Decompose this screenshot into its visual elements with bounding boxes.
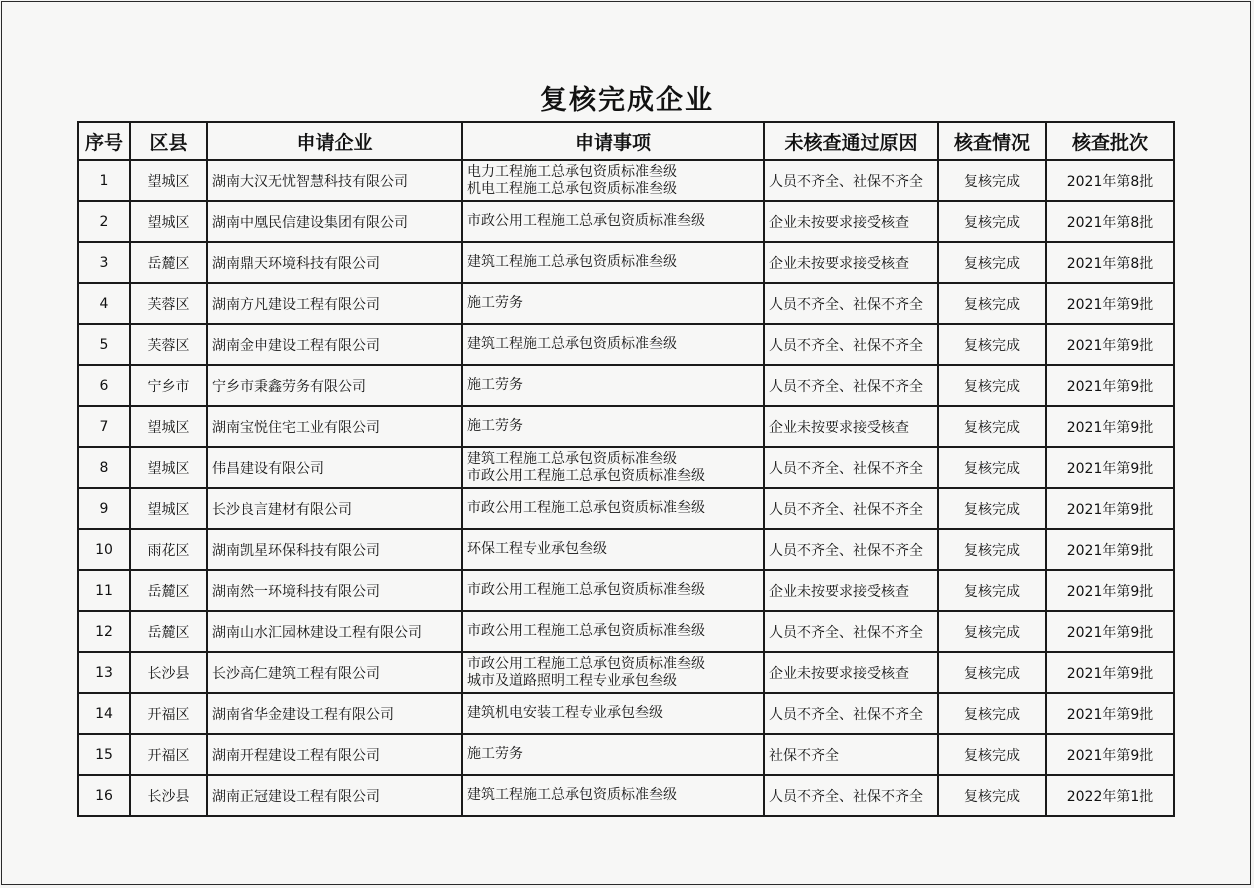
company-cell: 湖南宝悦住宅工业有限公司	[207, 406, 462, 447]
header-cell-district: 区县	[130, 122, 207, 160]
table-row	[78, 488, 1174, 529]
reason-cell: 人员不齐全、社保不齐全	[764, 775, 938, 816]
batch-cell: 2021年第9批	[1046, 570, 1174, 611]
table-row	[78, 775, 1174, 816]
batch-cell: 2021年第9批	[1046, 734, 1174, 775]
row-number: 14	[78, 693, 130, 734]
item-line: 施工劳务	[467, 746, 523, 762]
reason-cell: 人员不齐全、社保不齐全	[764, 693, 938, 734]
items-cell	[462, 693, 764, 734]
district-cell: 宁乡市	[130, 365, 207, 406]
items-cell	[462, 406, 764, 447]
district-cell: 芙蓉区	[130, 283, 207, 324]
items-cell	[462, 529, 764, 570]
item-line: 施工劳务	[467, 295, 523, 311]
district-cell: 望城区	[130, 160, 207, 201]
status-cell: 复核完成	[938, 447, 1046, 488]
row-number: 13	[78, 652, 130, 693]
batch-cell: 2021年第9批	[1046, 447, 1174, 488]
row-number: 11	[78, 570, 130, 611]
table-row	[78, 652, 1174, 693]
reason-cell: 社保不齐全	[764, 734, 938, 775]
district-cell: 长沙县	[130, 775, 207, 816]
status-cell: 复核完成	[938, 734, 1046, 775]
items-cell	[462, 570, 764, 611]
items-cell	[462, 324, 764, 365]
status-cell: 复核完成	[938, 201, 1046, 242]
status-cell: 复核完成	[938, 242, 1046, 283]
header-cell-status: 核查情况	[938, 122, 1046, 160]
status-cell: 复核完成	[938, 693, 1046, 734]
batch-cell: 2021年第8批	[1046, 201, 1174, 242]
row-number: 8	[78, 447, 130, 488]
table-row	[78, 406, 1174, 447]
item-line: 市政公用工程施工总承包资质标准叁级	[467, 623, 705, 639]
table-row	[78, 365, 1174, 406]
reason-cell: 企业未按要求接受核查	[764, 406, 938, 447]
item-line: 建筑机电安装工程专业承包叁级	[467, 705, 663, 721]
district-cell: 芙蓉区	[130, 324, 207, 365]
row-number: 16	[78, 775, 130, 816]
table-row	[78, 529, 1174, 570]
batch-cell: 2021年第9批	[1046, 324, 1174, 365]
company-cell: 湖南山水汇园林建设工程有限公司	[207, 611, 462, 652]
table-body	[78, 160, 1174, 816]
company-cell: 伟昌建设有限公司	[207, 447, 462, 488]
items-cell	[462, 611, 764, 652]
items-cell	[462, 365, 764, 406]
district-cell: 开福区	[130, 734, 207, 775]
items-cell	[462, 734, 764, 775]
row-number: 7	[78, 406, 130, 447]
company-cell: 湖南正冠建设工程有限公司	[207, 775, 462, 816]
company-cell: 湖南金申建设工程有限公司	[207, 324, 462, 365]
reason-cell: 企业未按要求接受核查	[764, 201, 938, 242]
item-line: 环保工程专业承包叁级	[467, 541, 607, 557]
batch-cell: 2021年第9批	[1046, 488, 1174, 529]
batch-cell: 2021年第9批	[1046, 529, 1174, 570]
status-cell: 复核完成	[938, 160, 1046, 201]
status-cell: 复核完成	[938, 283, 1046, 324]
item-line: 建筑工程施工总承包资质标准叁级	[467, 787, 677, 803]
reason-cell: 企业未按要求接受核查	[764, 570, 938, 611]
district-cell: 开福区	[130, 693, 207, 734]
status-cell: 复核完成	[938, 365, 1046, 406]
item-line: 市政公用工程施工总承包资质标准叁级	[467, 213, 705, 229]
batch-cell: 2021年第9批	[1046, 611, 1174, 652]
row-number: 9	[78, 488, 130, 529]
company-cell: 湖南鼎天环境科技有限公司	[207, 242, 462, 283]
row-number: 5	[78, 324, 130, 365]
header-cell-company: 申请企业	[207, 122, 462, 160]
reason-cell: 人员不齐全、社保不齐全	[764, 365, 938, 406]
district-cell: 望城区	[130, 406, 207, 447]
reason-cell: 人员不齐全、社保不齐全	[764, 447, 938, 488]
item-line: 机电工程施工总承包资质标准叁级	[467, 180, 677, 197]
status-cell: 复核完成	[938, 775, 1046, 816]
batch-cell: 2021年第9批	[1046, 283, 1174, 324]
district-cell: 望城区	[130, 488, 207, 529]
table-row	[78, 447, 1174, 488]
items-cell	[462, 447, 764, 488]
item-line: 市政公用工程施工总承包资质标准叁级	[467, 467, 705, 484]
item-line: 市政公用工程施工总承包资质标准叁级	[467, 655, 705, 672]
results-table	[77, 121, 1175, 817]
company-cell: 长沙良言建材有限公司	[207, 488, 462, 529]
company-cell: 湖南开程建设工程有限公司	[207, 734, 462, 775]
items-cell	[462, 242, 764, 283]
table-row	[78, 201, 1174, 242]
company-cell: 湖南然一环境科技有限公司	[207, 570, 462, 611]
table-row	[78, 734, 1174, 775]
batch-cell: 2021年第8批	[1046, 160, 1174, 201]
batch-cell: 2021年第9批	[1046, 652, 1174, 693]
row-number: 10	[78, 529, 130, 570]
items-cell	[462, 283, 764, 324]
district-cell: 长沙县	[130, 652, 207, 693]
reason-cell: 人员不齐全、社保不齐全	[764, 160, 938, 201]
item-line: 建筑工程施工总承包资质标准叁级	[467, 254, 677, 270]
district-cell: 雨花区	[130, 529, 207, 570]
item-line: 建筑工程施工总承包资质标准叁级	[467, 336, 677, 352]
item-line: 建筑工程施工总承包资质标准叁级	[467, 450, 677, 467]
item-line: 施工劳务	[467, 418, 523, 434]
company-cell: 湖南凯星环保科技有限公司	[207, 529, 462, 570]
batch-cell: 2021年第9批	[1046, 406, 1174, 447]
row-number: 15	[78, 734, 130, 775]
items-cell	[462, 652, 764, 693]
status-cell: 复核完成	[938, 611, 1046, 652]
items-cell	[462, 160, 764, 201]
status-cell: 复核完成	[938, 570, 1046, 611]
batch-cell: 2022年第1批	[1046, 775, 1174, 816]
header-cell-reason: 未核查通过原因	[764, 122, 938, 160]
row-number: 6	[78, 365, 130, 406]
table-row	[78, 242, 1174, 283]
company-cell: 湖南大汉无忧智慧科技有限公司	[207, 160, 462, 201]
table-row	[78, 611, 1174, 652]
item-line: 城市及道路照明工程专业承包叁级	[467, 672, 677, 689]
company-cell: 湖南中凰民信建设集团有限公司	[207, 201, 462, 242]
district-cell: 岳麓区	[130, 242, 207, 283]
page-title: 复核完成企业	[540, 85, 714, 116]
status-cell: 复核完成	[938, 488, 1046, 529]
reason-cell: 人员不齐全、社保不齐全	[764, 488, 938, 529]
status-cell: 复核完成	[938, 406, 1046, 447]
table-row	[78, 283, 1174, 324]
row-number: 2	[78, 201, 130, 242]
company-cell: 湖南方凡建设工程有限公司	[207, 283, 462, 324]
table-row	[78, 693, 1174, 734]
reason-cell: 企业未按要求接受核查	[764, 652, 938, 693]
items-cell	[462, 488, 764, 529]
district-cell: 望城区	[130, 201, 207, 242]
table-row	[78, 570, 1174, 611]
item-line: 电力工程施工总承包资质标准叁级	[467, 163, 677, 180]
status-cell: 复核完成	[938, 652, 1046, 693]
header-cell-no: 序号	[78, 122, 130, 160]
company-cell: 宁乡市秉鑫劳务有限公司	[207, 365, 462, 406]
table-row	[78, 324, 1174, 365]
batch-cell: 2021年第9批	[1046, 365, 1174, 406]
district-cell: 岳麓区	[130, 570, 207, 611]
item-line: 市政公用工程施工总承包资质标准叁级	[467, 582, 705, 598]
header-cell-batch: 核查批次	[1046, 122, 1174, 160]
items-cell	[462, 775, 764, 816]
table-header-row	[78, 122, 1174, 160]
batch-cell: 2021年第8批	[1046, 242, 1174, 283]
row-number: 3	[78, 242, 130, 283]
item-line: 市政公用工程施工总承包资质标准叁级	[467, 500, 705, 516]
table-row	[78, 160, 1174, 201]
reason-cell: 人员不齐全、社保不齐全	[764, 283, 938, 324]
company-cell: 湖南省华金建设工程有限公司	[207, 693, 462, 734]
district-cell: 岳麓区	[130, 611, 207, 652]
status-cell: 复核完成	[938, 529, 1046, 570]
row-number: 4	[78, 283, 130, 324]
reason-cell: 人员不齐全、社保不齐全	[764, 529, 938, 570]
item-line: 施工劳务	[467, 377, 523, 393]
district-cell: 望城区	[130, 447, 207, 488]
header-cell-items: 申请事项	[462, 122, 764, 160]
items-cell	[462, 201, 764, 242]
row-number: 12	[78, 611, 130, 652]
row-number: 1	[78, 160, 130, 201]
reason-cell: 企业未按要求接受核查	[764, 242, 938, 283]
status-cell: 复核完成	[938, 324, 1046, 365]
reason-cell: 人员不齐全、社保不齐全	[764, 611, 938, 652]
company-cell: 长沙高仁建筑工程有限公司	[207, 652, 462, 693]
batch-cell: 2021年第9批	[1046, 693, 1174, 734]
reason-cell: 人员不齐全、社保不齐全	[764, 324, 938, 365]
